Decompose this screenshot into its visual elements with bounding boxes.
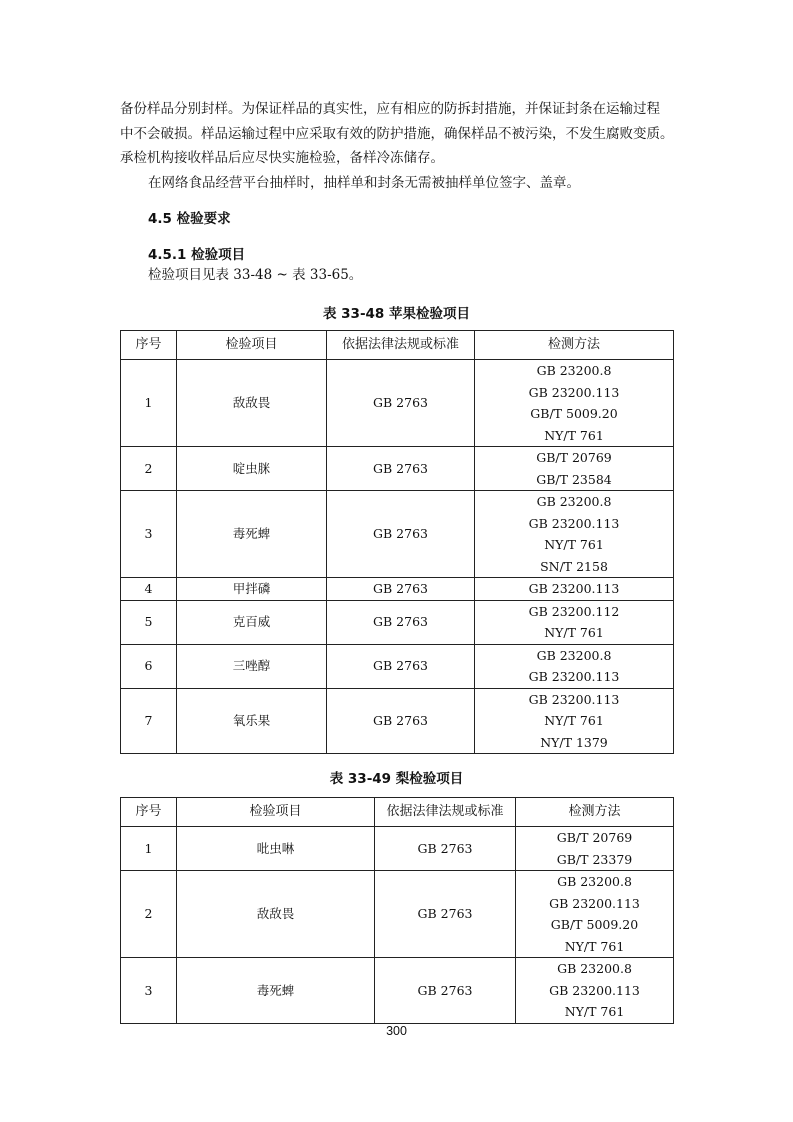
- method-standard: GB 23200.112: [528, 603, 620, 619]
- cell-basis: GB 2763: [327, 447, 475, 491]
- header-item: 检验项目: [177, 331, 327, 360]
- cell-basis: GB 2763: [327, 360, 475, 447]
- table-row: [121, 360, 674, 447]
- cell-no: 2: [121, 447, 177, 491]
- method-standard: NY/T 761: [544, 625, 604, 640]
- table-row: [121, 491, 674, 578]
- method-standard: GB 23200.8: [536, 494, 612, 509]
- header-no: 序号: [121, 798, 177, 827]
- cell-item: 吡虫啉: [177, 827, 375, 871]
- table-header-row: [121, 331, 674, 360]
- table-row: [121, 447, 674, 491]
- cell-methods: [475, 360, 674, 447]
- cell-item: 毒死蜱: [177, 491, 327, 578]
- method-standard: NY/T 761: [544, 427, 604, 443]
- cell-item: 甲拌磷: [177, 578, 327, 601]
- cell-item: 敌敌畏: [177, 871, 375, 958]
- paragraph-line-1: 备份样品分别封样。为保证样品的真实性，应有相应的防拆封措施，并保证封条在运输过程: [120, 101, 660, 117]
- header-methods: 检测方法: [475, 331, 674, 360]
- method-standard: GB 23200.113: [528, 384, 620, 400]
- method-standard: GB/T 23379: [556, 851, 633, 867]
- method-standard: NY/T 1379: [540, 734, 608, 750]
- method-standard: GB 23200.113: [528, 691, 620, 707]
- cell-basis: GB 2763: [327, 491, 475, 578]
- cell-item: 毒死蜱: [177, 958, 375, 1024]
- method-standard: GB/T 20769: [536, 450, 612, 465]
- cell-no: 3: [121, 958, 177, 1024]
- paragraph-line-4: 在网络食品经营平台抽样时，抽样单和封条无需被抽样单位签字、盖章。: [148, 175, 580, 191]
- table-row: [121, 600, 674, 644]
- paragraph-line-2: 中不会破损。样品运输过程中应采取有效的防护措施，确保样品不被污染，不发生腐败变质。: [120, 125, 674, 142]
- header-item: 检验项目: [177, 798, 375, 827]
- table-row: [121, 871, 674, 958]
- method-standard: GB/T 5009.20: [530, 406, 618, 421]
- cell-no: 6: [121, 644, 177, 688]
- cell-no: 1: [121, 360, 177, 447]
- cell-methods: [475, 644, 674, 688]
- cell-item: 氧乐果: [177, 688, 327, 754]
- method-standard: GB 23200.8: [536, 363, 612, 378]
- subsection-text: 检验项目见表 33-48 ~ 表 33-65。: [148, 267, 363, 283]
- cell-no: 4: [121, 578, 177, 601]
- cell-basis: GB 2763: [375, 827, 516, 871]
- cell-item: 啶虫脒: [177, 447, 327, 491]
- table-row: [121, 578, 674, 601]
- table1-caption: 表 33-48 苹果检验项目: [322, 306, 471, 322]
- table-row: [121, 688, 674, 754]
- method-standard: GB 23200.113: [528, 581, 620, 596]
- cell-methods: [475, 491, 674, 578]
- table2-caption: 表 33-49 梨检验项目: [329, 771, 464, 787]
- cell-methods: [516, 871, 674, 958]
- method-standard: GB 23200.8: [536, 647, 612, 663]
- page-number: 300: [386, 1024, 407, 1038]
- cell-no: 3: [121, 491, 177, 578]
- cell-item: 三唑醇: [177, 644, 327, 688]
- cell-basis: GB 2763: [327, 644, 475, 688]
- table-row: [121, 644, 674, 688]
- table-row: [121, 827, 674, 871]
- cell-methods: [516, 958, 674, 1024]
- header-methods: 检测方法: [516, 798, 674, 827]
- method-standard: GB/T 5009.20: [550, 917, 639, 932]
- method-standard: GB 23200.113: [549, 895, 640, 911]
- method-standard: GB 23200.8: [557, 961, 632, 976]
- subsection-heading: 4.5.1 检验项目: [148, 247, 246, 263]
- method-standard: GB/T 20769: [556, 830, 633, 845]
- cell-methods: [475, 688, 674, 754]
- method-standard: GB 23200.8: [557, 874, 632, 889]
- cell-basis: GB 2763: [327, 688, 475, 754]
- cell-basis: GB 2763: [327, 578, 475, 601]
- method-standard: GB 23200.113: [549, 982, 640, 998]
- cell-basis: GB 2763: [327, 600, 475, 644]
- method-standard: GB/T 23584: [536, 471, 612, 487]
- method-standard: GB 23200.113: [528, 669, 620, 684]
- cell-basis: GB 2763: [375, 958, 516, 1024]
- table-header-row: [121, 798, 674, 827]
- cell-no: 2: [121, 871, 177, 958]
- method-standard: NY/T 761: [544, 713, 604, 728]
- method-standard: GB 23200.113: [528, 515, 620, 531]
- cell-basis: GB 2763: [375, 871, 516, 958]
- cell-methods: [475, 447, 674, 491]
- cell-item: 敌敌畏: [177, 360, 327, 447]
- cell-no: 1: [121, 827, 177, 871]
- header-basis: 依据法律法规或标准: [327, 331, 475, 360]
- cell-no: 7: [121, 688, 177, 754]
- table-row: [121, 958, 674, 1024]
- cell-methods: [475, 578, 674, 601]
- method-standard: NY/T 761: [564, 1004, 625, 1019]
- section-heading: 4.5 检验要求: [148, 211, 231, 227]
- cell-methods: [516, 827, 674, 871]
- cell-methods: [475, 600, 674, 644]
- cell-item: 克百威: [177, 600, 327, 644]
- header-basis: 依据法律法规或标准: [375, 798, 516, 827]
- method-standard: NY/T 761: [544, 537, 604, 552]
- cell-no: 5: [121, 600, 177, 644]
- table1-apple-items: [120, 330, 674, 754]
- method-standard: SN/T 2158: [540, 558, 608, 574]
- method-standard: NY/T 761: [564, 938, 625, 954]
- paragraph-line-3: 承检机构接收样品后应尽快实施检验，备样冷冻储存。: [120, 150, 444, 166]
- table2-pear-items: [120, 797, 674, 1024]
- header-no: 序号: [121, 331, 177, 360]
